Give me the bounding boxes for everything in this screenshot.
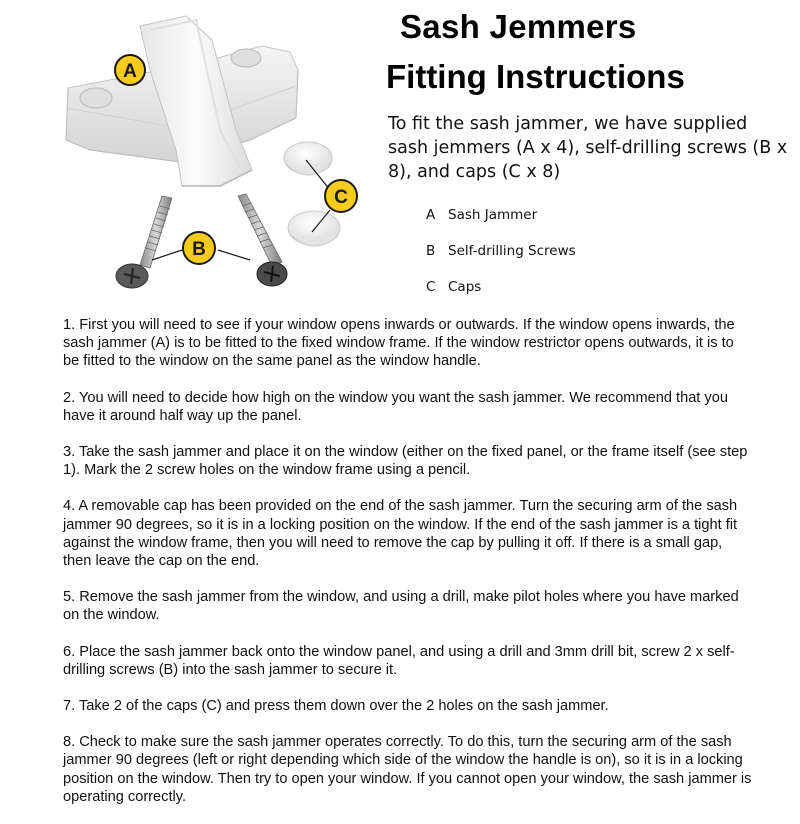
step-6: 6. Place the sash jammer back onto the window panel, and using a drill and 3mm drill bit, screw 2 x self-drilling screws (B) into the sash jammer to secure it. — [63, 643, 735, 678]
instruction-steps — [63, 316, 753, 824]
step-5: 5. Remove the sash jammer from the window, and using a drill, make pilot holes where you have marked on the window. — [63, 589, 739, 624]
badge-b-label: B — [192, 239, 206, 260]
legend-letter: C — [426, 279, 436, 295]
step-1: 1. First you will need to see if your window opens inwards or outwards. If the window opens inwards, the sash jammer (A) is to be fitted to the fixed window frame. If the window restrictor opens outwards, it is to be fitted to the window on the same panel as the window handle. — [63, 317, 735, 370]
badge-c-label: C — [334, 187, 348, 208]
legend-letter: B — [426, 243, 436, 259]
sash-jammer-image — [66, 16, 298, 186]
step-4: 4. A removable cap has been provided on the end of the sash jammer. Turn the securing arm of the sash jammer 90 degrees, so it is in a locking position on the window. If the end of the sash jammer is a tight fit against the window frame, then you will need to remove the cap by pulling it off. If there is a small gap, then leave the cap on the end. — [63, 498, 738, 570]
step-8: 8. Check to make sure the sash jammer operates correctly. To do this, turn the securing arm of the sash jammer 90 degrees (left or right depending which side of the window the handle is on), so it is in a locking position on the window. Then try to open your window. If you cannot open your window, the sash jammer is operating correctly. — [63, 734, 752, 805]
legend-label: Sash Jammer — [448, 207, 538, 223]
badge-b — [183, 232, 215, 264]
legend-item — [426, 207, 576, 243]
legend-label: Caps — [448, 279, 482, 295]
legend-item — [426, 243, 576, 279]
product-illustration — [0, 0, 380, 310]
step-3: 3. Take the sash jammer and place it on the window (either on the fixed panel, or the frame itself (see step 1). Mark the 2 screw holes on the window frame using a pencil. — [63, 444, 748, 479]
legend-letter: A — [426, 207, 436, 223]
legend-item — [426, 279, 576, 315]
page-subtitle: Fitting Instructions — [386, 58, 685, 95]
page-title: Sash Jemmers — [400, 8, 637, 45]
intro-paragraph: To fit the sash jammer, we have supplied sash jemmers (A x 4), self-drilling screws (B x 8), and caps (C x 8) — [388, 114, 788, 182]
parts-legend — [426, 207, 576, 315]
legend-label: Self-drilling Screws — [448, 243, 576, 259]
step-2: 2. You will need to decide how high on the window you want the sash jammer. We recommend that you have it around half way up the panel. — [63, 389, 728, 424]
badge-a-label: A — [123, 61, 137, 82]
badge-a — [115, 55, 145, 85]
badge-c — [325, 180, 357, 212]
step-7: 7. Take 2 of the caps (C) and press them down over the 2 holes on the sash jammer. — [63, 698, 609, 715]
